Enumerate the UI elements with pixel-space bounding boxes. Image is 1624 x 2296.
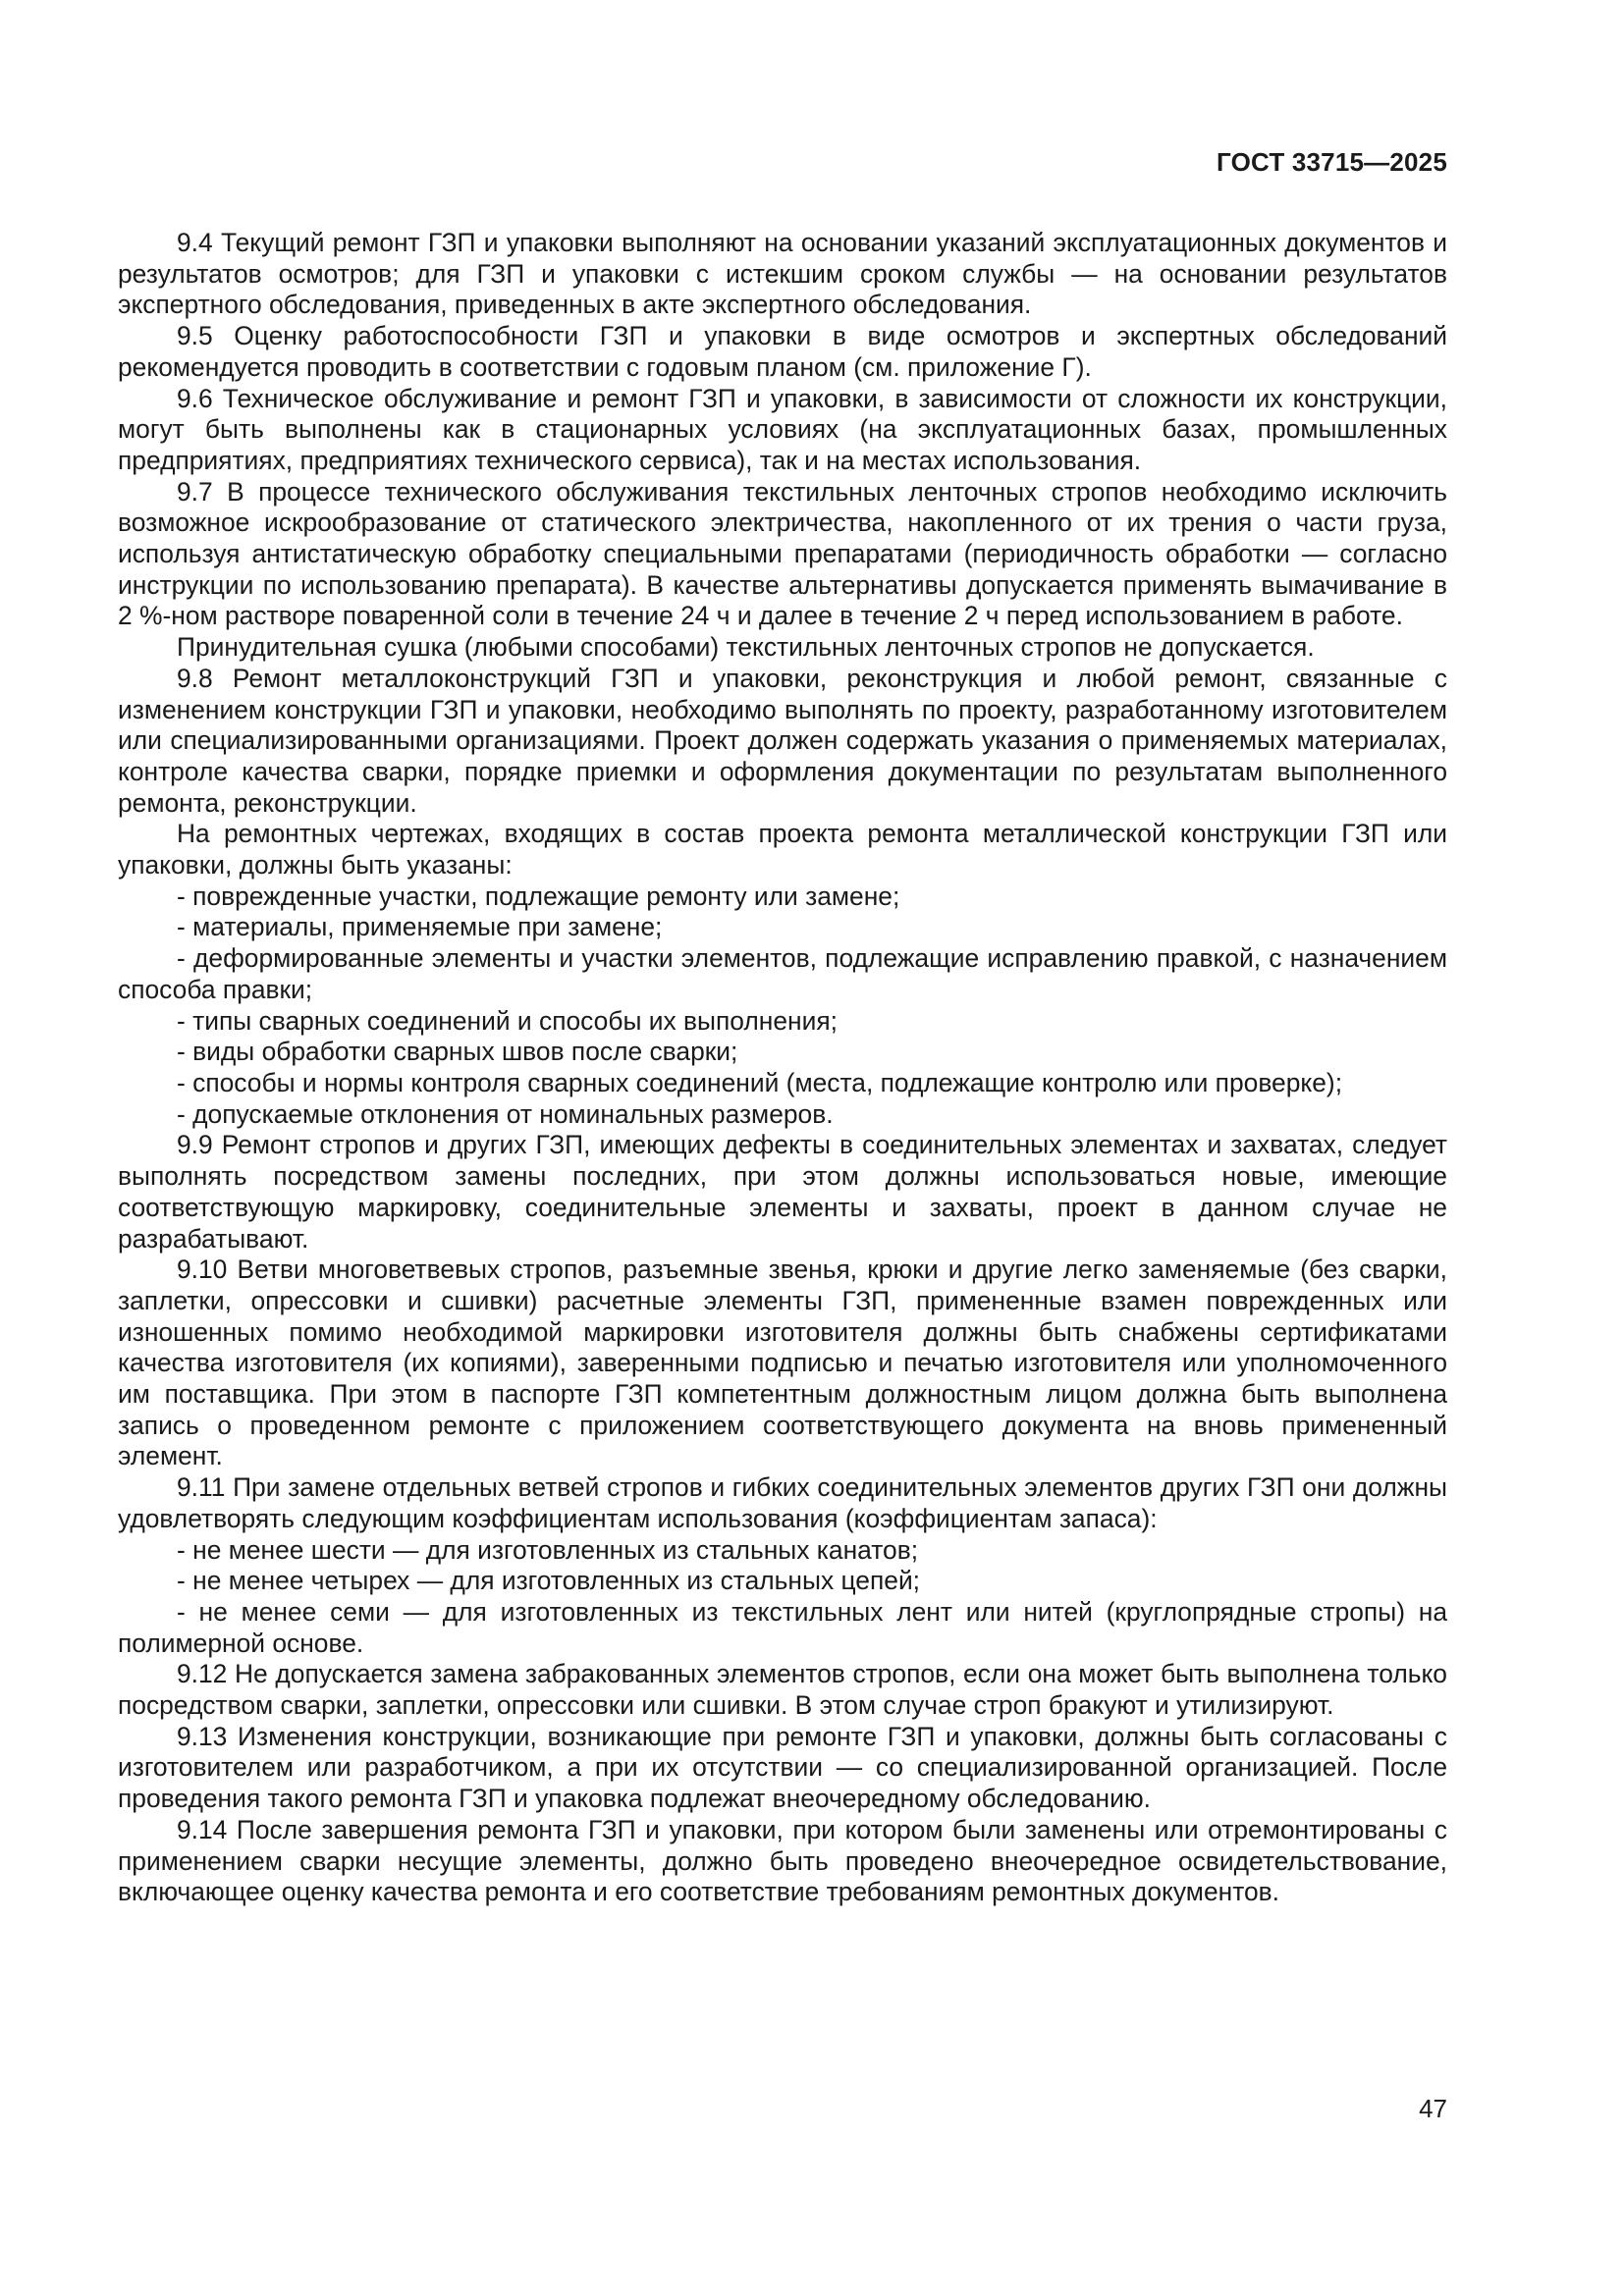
clause-9-8: 9.8 Ремонт металлоконструкций ГЗП и упаковки, реконструкция и любой ремонт, связанные с изменением конструкции ГЗП и упаковки, необходимо выполнять по проекту, разработанному изготовителем или специализированными организациями. Проект должен содержать указания о применяемых материалах, контроле качества сварки, порядке приемки и оформления документации по результатам выполненного ремонта, реконструкции. xyxy=(118,663,1447,818)
clause-9-7-drying-note: Принудительная сушка (любыми способами) текстильных ленточных стропов не допускается. xyxy=(177,632,1315,663)
clause-9-5: 9.5 Оценку работоспособности ГЗП и упаковки в виде осмотров и экспертных обследований рекомендуется проводить в соответствии с годовым планом (см. приложение Г). xyxy=(118,321,1447,382)
clause-9-9: 9.9 Ремонт стропов и других ГЗП, имеющих дефекты в соединительных элементах и захватах, следует выполнять посредством замены последних, при этом должны использоваться новые, имеющие соответствующую маркировку, соединительные элементы и захваты, проект в данном случае не разрабатывают. xyxy=(118,1130,1447,1254)
clause-9-8-drawings-intro: На ремонтных чертежах, входящих в состав проекта ремонта металлической конструкции ГЗП или упаковки, должны быть указаны: xyxy=(118,819,1447,881)
list-item: - поврежденные участки, подлежащие ремонту или замене; xyxy=(177,881,900,911)
clause-9-11: 9.11 При замене отдельных ветвей стропов и гибких соединительных элементов других ГЗП они должны удовлетворять следующим коэффициентам использования (коэффициентам запаса): xyxy=(118,1472,1447,1533)
list-item: - не менее шести — для изготовленных из стальных канатов; xyxy=(177,1534,919,1565)
list-item: - не менее четырех — для изготовленных из стальных цепей; xyxy=(177,1566,921,1596)
list-item: - допускаемые отклонения от номинальных размеров. xyxy=(177,1098,834,1129)
list-item: - виды обработки сварных швов после сварки; xyxy=(177,1037,738,1067)
clause-9-6: 9.6 Техническое обслуживание и ремонт ГЗП и упаковки, в зависимости от сложности их конструкции, могут быть выполнены как в стационарных условиях (на эксплуатационных базах, промышленных предприятиях, предприятиях технического сервиса), так и на местах использования. xyxy=(118,383,1447,475)
list-item: - способы и нормы контроля сварных соединений (места, подлежащие контролю или проверке); xyxy=(177,1067,1343,1097)
list-item: - типы сварных соединений и способы их выполнения; xyxy=(177,1005,838,1036)
clause-9-10: 9.10 Ветви многоветвевых стропов, разъемные звенья, крюки и другие легко заменяемые (без сварки, заплетки, опрессовки и сшивки) расчетные элементы ГЗП, примененные взамен поврежденных или изношенных помимо необходимой маркировки изготовителя должны быть снабжены сертификатами качества изготовителя (их копиями), заверенными подписью и печатью изготовителя или уполномоченного им поставщика. При этом в паспорте ГЗП компетентным должностным лицом должна быть выполнена запись о проведенном ремонте с приложением соответствующего документа на вновь примененный элемент. xyxy=(118,1255,1447,1471)
document-code-header: ГОСТ 33715—2025 xyxy=(1217,147,1447,177)
page-number: 47 xyxy=(1419,2094,1447,2123)
clause-9-7: 9.7 В процессе технического обслуживания текстильных ленточных стропов необходимо исключить возможное искрообразование от статического электричества, накопленного от их трения о части груза, используя антистатическую обработку специальными препаратами (периодичность обработки — согласно инструкции по использованию препарата). В качестве альтернативы допускается применять вымачивание в 2 %-ном растворе поваренной соли в течение 24 ч и далее в течение 2 ч перед использованием в работе. xyxy=(118,476,1447,631)
list-item: - материалы, применяемые при замене; xyxy=(177,912,663,942)
clause-9-14: 9.14 После завершения ремонта ГЗП и упаковки, при котором были заменены или отремонтированы с применением сварки несущие элементы, должно быть проведено внеочередное освидетельствование, включающее оценку качества ремонта и его соответствие требованиям ремонтных документов. xyxy=(118,1814,1447,1907)
clause-9-13: 9.13 Изменения конструкции, возникающие при ремонте ГЗП и упаковки, должны быть согласованы с изготовителем или разработчиком, а при их отсутствии — со специализированной организацией. После проведения такого ремонта ГЗП и упаковка подлежат внеочередному обследованию. xyxy=(118,1721,1447,1814)
clause-9-4: 9.4 Текущий ремонт ГЗП и упаковки выполняют на основании указаний эксплуатационных документов и результатов осмотров; для ГЗП и упаковки с истекшим сроком службы — на основании результатов экспертного обследования, приведенных в акте экспертного обследования. xyxy=(118,228,1447,320)
list-item: - не менее семи — для изготовленных из текстильных лент или нитей (круглопрядные стропы) на полимерной основе. xyxy=(118,1596,1447,1658)
list-item: - деформированные элементы и участки элементов, подлежащие исправлению правкой, с назначением способа правки; xyxy=(118,943,1447,1004)
document-body xyxy=(118,228,1447,1908)
clause-9-12: 9.12 Не допускается замена забракованных элементов стропов, если она может быть выполнена только посредством сварки, заплетки, опрессовки или сшивки. В этом случае строп бракуют и утилизируют. xyxy=(118,1659,1447,1721)
